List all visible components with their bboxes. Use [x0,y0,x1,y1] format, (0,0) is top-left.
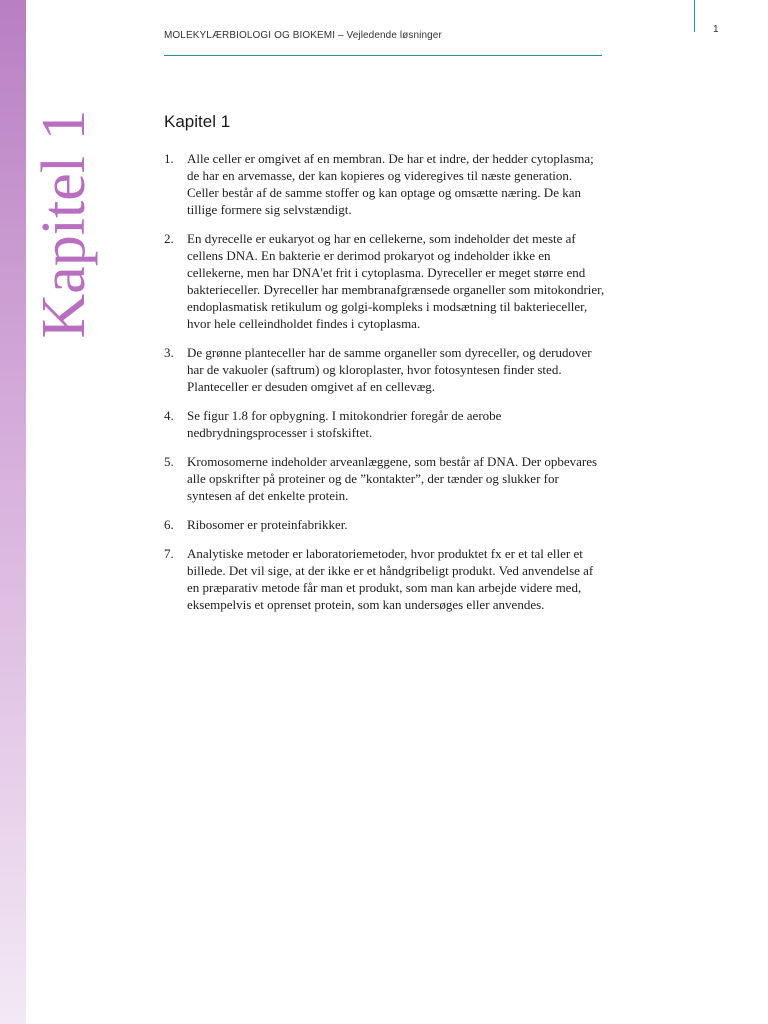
answer-text: Se figur 1.8 for opbygning. I mitokondrier foregår de aerobe nedbrydningsprocesser i stofskiftet. [187,408,502,440]
header-rule [164,55,602,56]
answer-item [164,230,606,332]
answer-text: Alle celler er omgivet af en membran. De har et indre, der hedder cytoplasma; de har en arvemasse, der kan kopieres og videregives til næste generation. Celler består af de samme stoffer og kan optage og omsætte næring. De kan tillige formere sig selvstændigt. [187,151,594,217]
answer-text: Kromosomerne indeholder arveanlæggene, som består af DNA. Der opbevares alle opskrifter på proteiner og de ”kontakter”, der tænder og slukker for syntesen af det enkelte protein. [187,454,598,503]
answer-text: Ribosomer er proteinfabrikker. [187,517,348,532]
answer-number: 7. [164,546,174,561]
answer-number: 5. [164,454,174,469]
answer-number: 6. [164,517,174,532]
answer-text: De grønne planteceller har de samme organeller som dyreceller, og derudover har de vakuoler (saftrum) og kloroplaster, hvor fotosyntesen finder sted. Planteceller er desuden omgivet af en cellevæg. [187,345,592,394]
page-number: 1 [713,24,719,35]
chapter-side-label: Kapitel 1 [30,109,98,339]
chapter-color-band [0,0,26,1024]
answer-item [164,545,606,613]
answer-text: Analytiske metoder er laboratoriemetoder, hvor produktet fx er et tal eller et billede. Det vil sige, at der ikke er et håndgribeligt produkt. Ved anvendelse af en præparativ metode får man et produkt, som man kan arbejde videre med, eksempelvis et oprenset protein, som kan undersøges eller anvendes. [187,546,594,612]
answer-item [164,453,606,504]
answer-item [164,344,606,395]
answer-number: 1. [164,151,174,166]
answer-item [164,407,606,441]
answer-item [164,516,606,533]
answer-list [164,150,606,625]
chapter-heading: Kapitel 1 [164,112,231,131]
running-header: MOLEKYLÆRBIOLOGI OG BIOKEMI – Vejledende løsninger [164,30,442,41]
answer-number: 2. [164,231,174,246]
answer-number: 3. [164,345,174,360]
answer-number: 4. [164,408,174,423]
corner-rule [694,0,695,32]
answer-text: En dyrecelle er eukaryot og har en cellekerne, som indeholder det meste af cellens DNA. En bakterie er derimod prokaryot og indeholder ikke en cellekerne, men har DNA'et frit i cytoplasma. Dyreceller er meget større end bakterieceller. Dyreceller har membranafgrænsede organeller som mitokondrier, endoplasmatisk retikulum og golgi-kompleks i modsætning til bakterieceller, hvor hele celleindholdet findes i cytoplasma. [187,231,605,331]
answer-item [164,150,606,218]
